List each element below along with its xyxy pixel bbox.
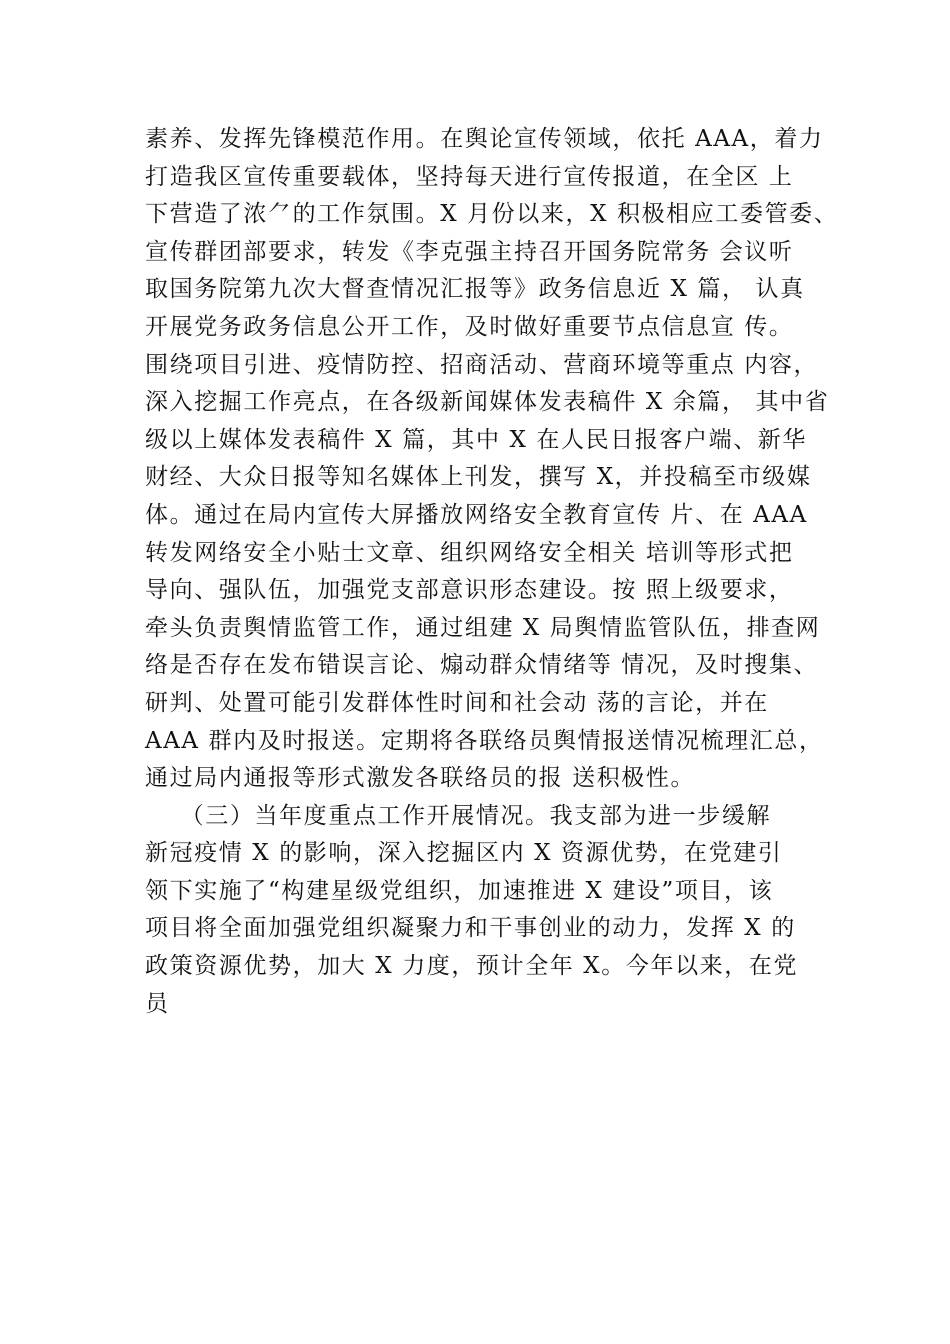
text-line: 导向、强队伍，加强党支部意识形态建设。按 照上级要求， (145, 577, 794, 604)
text-line: AAA 群内及时报送。定期将各联络员舆情报送情况梳理汇总， (145, 727, 824, 754)
text-line: 研判、处置可能引发群体性时间和社会动 荡的言论，并在 (145, 689, 769, 716)
text-line: 宣传群团部要求，转发《李克强主持召开国务院常务 会议听 (145, 238, 794, 265)
text-line: 围绕项目引进、疫情防控、招商活动、营商环境等重点 内容， (145, 351, 819, 378)
text-line: 转发网络安全小贴士文章、组织网络安全相关 培训等形式把 (145, 539, 794, 566)
text-line: 领下实施了“构建星级党组织，加速推进 X 建设”项目，该 (145, 877, 774, 904)
text-line: 牵头负责舆情监管工作，通过组建 X 局舆情监管队伍，排查网 (145, 614, 821, 641)
text-line: 络是否存在发布错误言论、煽动群众情绪等 情况，及时搜集、 (145, 652, 819, 679)
text-line: 级以上媒体发表稿件 X 篇，其中 X 在人民日报客户端、新华 (145, 426, 807, 453)
text-line: 深入挖掘工作亮点，在各级新闻媒体发表稿件 X 余篇， 其中省 (145, 389, 830, 416)
text-line: 打造我区宣传重要载体，坚持每天进行宣传报道，在全区 上 (145, 163, 794, 190)
text-line: 政策资源优势，加大 X 力度，预计全年 X。今年以来，在党 (145, 953, 799, 980)
text-line: 新冠疫情 X 的影响，深入挖掘区内 X 资源优势，在党建引 (145, 840, 783, 867)
text-line: 取国务院第九次大督查情况汇报等》政务信息近 X 篇， 认真 (145, 276, 805, 303)
section-heading-line: （三）当年度重点工作开展情况。我支部为进一步缓解 (145, 802, 772, 829)
text-line: 体。通过在局内宣传大屏播放网络安全教育宣传 片、在 AAA (145, 501, 808, 528)
text-line: 素养、发挥先锋模范作用。在舆论宣传领域，依托 AAA，着力 (145, 126, 824, 152)
text-line: 员 (145, 990, 170, 1017)
text-line: 开展党务政务信息公开工作，及时做好重要节点信息宣 传。 (145, 313, 794, 340)
text-line: 下营造了浓⺈的工作氛围。X 月份以来，X 积极相应工委管委、 (145, 201, 839, 228)
text-line: 财经、大众日报等知名媒体上刊发，撰写 X，并投稿至市级媒 (145, 464, 812, 491)
text-line: 项目将全面加强党组织凝聚力和干事创业的动力，发挥 X 的 (145, 915, 796, 942)
body-text (145, 121, 845, 1023)
text-line: 通过局内通报等形式激发各联络员的报 送积极性。 (145, 765, 696, 792)
